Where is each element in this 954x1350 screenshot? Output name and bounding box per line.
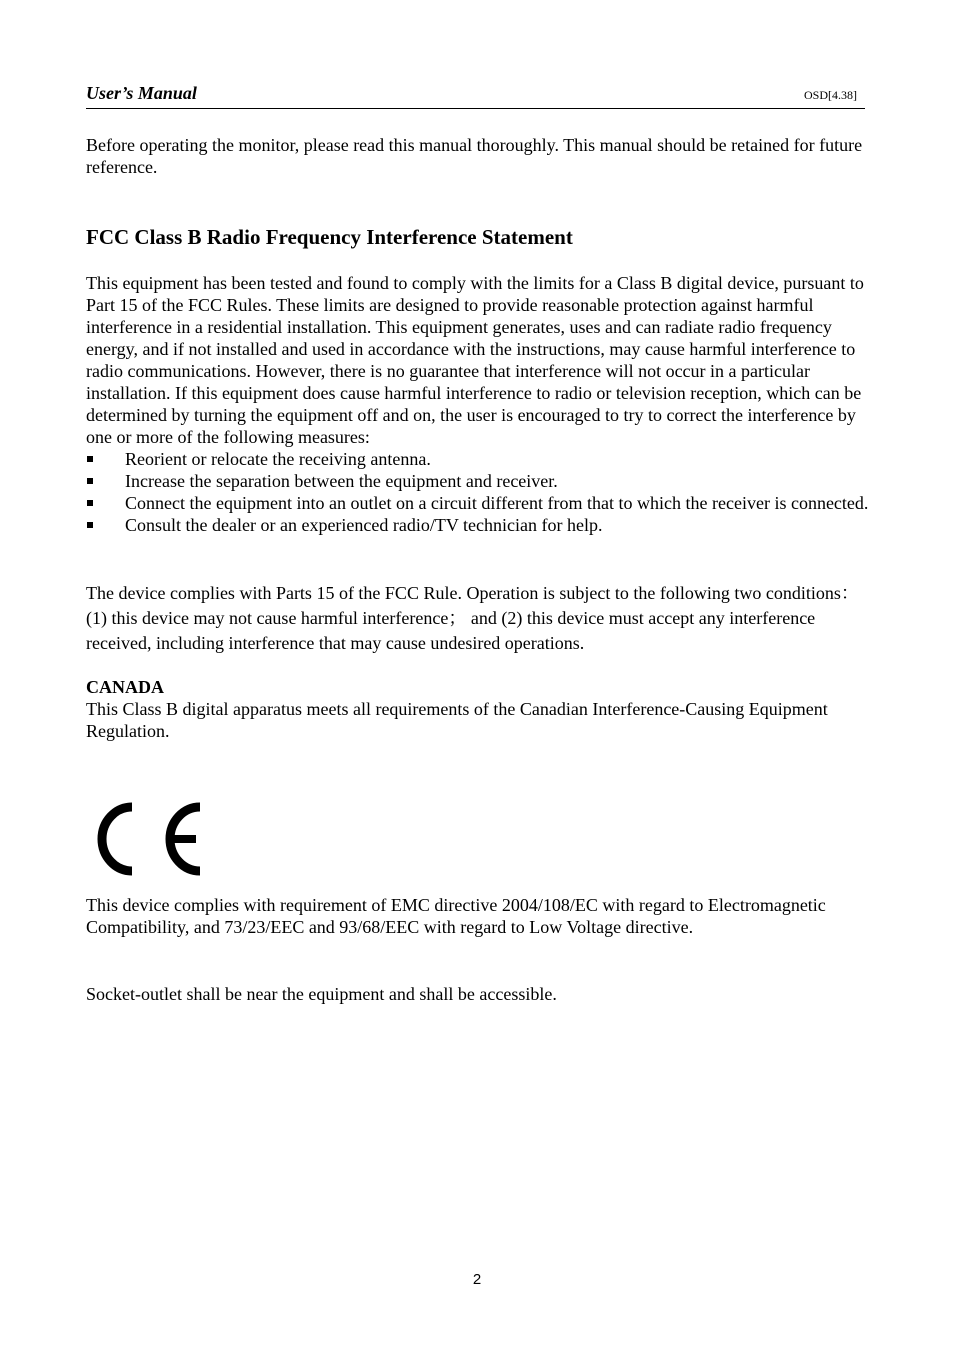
list-item-text: Increase the separation between the equipment and receiver. [125, 471, 558, 491]
ce-mark-icon [94, 798, 204, 880]
canada-heading: CANADA [86, 677, 164, 697]
canada-paragraph: This Class B digital apparatus meets all requirements of the Canadian Interference-Causing Equipment Regulation. [86, 699, 828, 741]
square-bullet-icon [87, 522, 93, 528]
list-item [86, 492, 870, 514]
intro-paragraph: Before operating the monitor, please read this manual thoroughly. This manual should be retained for future reference. [86, 135, 863, 177]
document-code: OSD[4.38] [804, 88, 857, 102]
page-number: 2 [472, 1271, 482, 1288]
fcc-heading: FCC Class B Radio Frequency Interference Statement [86, 225, 573, 249]
emc-directive-paragraph: This device complies with requirement of EMC directive 2004/108/EC with regard to Electromagnetic Compatibility, and 73/23/EEC and 93/68/EEC with regard to Low Voltage directive. [86, 895, 826, 937]
square-bullet-icon [87, 456, 93, 462]
interference-measures-list [86, 448, 870, 536]
square-bullet-icon [87, 500, 93, 506]
list-item [86, 514, 870, 536]
list-item-text: Reorient or relocate the receiving antenna. [125, 449, 431, 469]
fcc-statement-paragraph: This equipment has been tested and found to comply with the limits for a Class B digital device, pursuant to Part 15 of the FCC Rules. These limits are designed to provide reasonable protection against harmful interference in a residential installation. This equipment generates, uses and can radiate radio frequency energy, and if not installed and used in accordance with the instructions, may cause harmful interference to radio communications. However, there is no guarantee that interference will not occur in a particular installation. If this equipment does cause harmful interference to radio or television reception, which can be determined by turning the equipment off and on, the user is encouraged to try to correct the interference by one or more of the following measures: [86, 273, 864, 447]
page-header [86, 82, 865, 109]
socket-outlet-paragraph: Socket-outlet shall be near the equipment and shall be accessible. [86, 984, 557, 1004]
list-item-text: Consult the dealer or an experienced radio/TV technician for help. [125, 515, 603, 535]
fcc-rule-paragraph: The device complies with Parts 15 of the FCC Rule. Operation is subject to the following two conditions： (1) this device may not cause harmful interference； and (2) this device must accept any interference received, including interference that may cause undesired operations. [86, 583, 859, 653]
manual-title: User’s Manual [86, 83, 197, 103]
list-item [86, 448, 870, 470]
square-bullet-icon [87, 478, 93, 484]
list-item [86, 470, 870, 492]
list-item-text: Connect the equipment into an outlet on a circuit different from that to which the receiver is connected. [125, 493, 869, 513]
